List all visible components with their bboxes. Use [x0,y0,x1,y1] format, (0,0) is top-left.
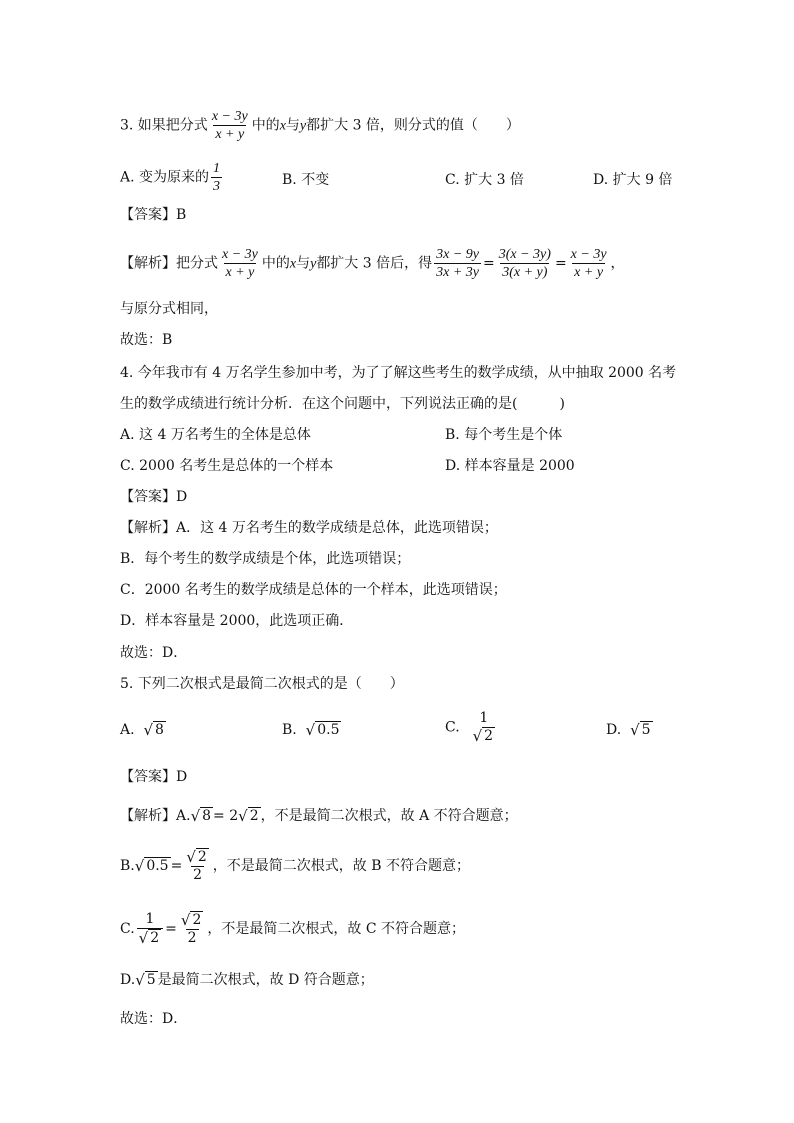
explanation-text: ，不是最简二次根式，故 C 不符合题意； [207,921,465,937]
fraction-numerator: 3x − 9y [436,247,479,262]
q5-explanation-d [120,970,374,990]
radicand: 2 [197,849,207,865]
sqrt-symbol: √ 2 [180,911,202,929]
equals-text: = 2 [213,808,239,824]
fraction-numerator: x − 3y [222,247,258,262]
radicand: 0.5 [317,722,340,738]
q5-choice: 故选：D． [120,1011,188,1027]
fraction-denominator: x + y [225,265,255,280]
q4-option-d: D. 样本容量是 2000 [445,458,575,474]
fraction-denominator: x + y [574,265,604,280]
q3-explanation [120,246,625,281]
explanation-text: D. [120,972,136,988]
fraction-numerator: x − 3y [570,247,607,262]
q3-option-c: C. 扩大 3 倍 [445,172,524,188]
radicand: 2 [249,808,259,824]
q3-choice: 故选：B [120,332,173,348]
exp-fraction-3 [569,246,609,281]
q3-option-a [120,160,224,195]
q4-explanation-4: D．样本容量是 2000，此选项正确． [120,613,354,629]
sqrt-symbol: √ 0.5 [134,857,169,875]
explanation-text: C. [120,921,135,937]
sqrt-symbol: √ 2 [186,848,207,866]
fraction-denominator: 3x + 3y [436,265,479,280]
equals-sign: = [170,858,183,874]
variable-y: y [299,118,307,134]
q5-explanation-a [120,806,518,826]
fraction-denominator: 3 [213,179,221,194]
radicand: 8 [155,722,164,738]
fraction-numerator: x − 3y [211,109,248,124]
q4-option-a: A. 这 4 万名考生的全体是总体 [120,427,311,443]
equals-sign: = [483,255,495,272]
variable-x: x [279,118,286,134]
q5-explanation-c [120,911,465,947]
q3-explanation-line2: 与原分式相同， [120,301,218,317]
fraction-denominator [137,928,163,947]
exp-c-fraction-1 [137,911,163,947]
q4-explanation-3: C．2000 名考生的数学成绩是总体的一个样本，此选项错误； [120,582,507,598]
explanation-text: ，不是最简二次根式，故 A 不符合题意； [260,808,518,824]
q5-explanation-b [120,848,470,884]
fraction-numerator: 1 [479,710,489,726]
q4-option-b: B. 每个考生是个体 [445,427,563,443]
q5-answer: 【答案】D [120,769,188,785]
fraction-denominator [471,727,497,745]
option-label: A. [120,722,135,738]
sqrt-symbol: √ 2 [138,929,160,947]
radicand: 2 [192,912,202,928]
sqrt-symbol: √ 5 [630,721,651,739]
fraction-denominator: x + y [215,127,245,142]
sqrt-symbol: √ 8 [190,807,212,825]
explanation-text: B. [120,858,135,874]
radicand: 2 [484,728,494,744]
fraction-numerator: 3(x − 3y) [498,247,551,262]
q5-option-c [445,710,499,745]
q5-option-d [606,720,653,740]
equals-sign: = [554,255,567,272]
sqrt-symbol: √ 8 [143,721,164,739]
option-label: B. [282,722,297,738]
option-label: C. [445,719,460,736]
option-label: D. [606,722,622,738]
q3-stem-text: 与 [285,117,300,134]
q3-option-b: B. 不变 [282,172,330,188]
explanation-text: 中的 [261,255,290,272]
q3-stem-text: 都扩大 3 倍，则分式的值（ ） [306,117,520,134]
explanation-text: 【解析】A. [120,808,191,824]
q5-option-b [282,720,341,740]
fraction-numerator [179,911,205,929]
q3-stem-text: 中的 [251,117,280,134]
option-label: A. 变为原来的 [120,169,210,186]
explanation-text: ，不是最简二次根式，故 B 不符合题意； [212,858,470,874]
radicand: 0.5 [146,858,169,874]
q4-option-c: C. 2000 名考生是总体的一个样本 [120,458,334,474]
q3-fraction [210,108,250,143]
fraction-denominator: 2 [187,930,197,946]
fraction-numerator: 1 [145,911,155,927]
q4-stem-line1: 4. 今年我市有 4 万名学生参加中考，为了了解这些考生的数学成绩，从中抽取 2000 名考 [120,365,677,381]
radicand: 8 [202,808,212,824]
sqrt-symbol: √ 0.5 [305,721,340,739]
radicand: 2 [150,930,160,946]
q3-stem-text: 3. 如果把分式 [120,117,208,134]
option-c-fraction [471,710,497,745]
q4-choice: 故选：D． [120,645,188,661]
q5-stem: 5. 下列二次根式是最简二次根式的是（ ） [120,676,404,692]
explanation-text: 与 [296,255,311,272]
explanation-text: 是最简二次根式，故 D 符合题意； [157,972,374,988]
explanation-text: 都扩大 3 倍后，得 [316,255,433,272]
fraction-numerator [184,848,210,866]
variable-y: y [310,256,317,272]
q4-explanation-1: 【解析】A．这 4 万名考生的数学成绩是总体，此选项错误； [120,520,498,536]
q5-option-a [120,720,166,740]
exp-fraction-2 [497,246,553,281]
equals-sign: = [165,921,177,937]
exp-fraction-1 [434,246,481,281]
q3-stem [120,108,520,143]
q4-answer: 【答案】D [120,489,188,505]
exp-b-fraction [184,848,210,884]
exp-fraction [220,246,260,281]
fraction-numerator: 1 [213,161,221,176]
q3-option-d: D. 扩大 9 倍 [593,172,673,188]
radicand: 5 [146,972,156,988]
q3-answer: 【答案】B [120,207,187,223]
radicand: 5 [641,722,651,738]
fraction-denominator: 2 [193,867,203,883]
sqrt-symbol: √ 2 [472,727,494,745]
option-a-fraction [211,160,222,195]
q4-explanation-2: B．每个考生的数学成绩是个体，此选项错误； [120,551,411,567]
q4-stem-line2: 生的数学成绩进行统计分析．在这个问题中，下列说法正确的是( ) [120,396,565,412]
sqrt-symbol: √ 2 [238,807,259,825]
variable-x: x [289,256,297,272]
sqrt-symbol: √ 5 [135,971,156,989]
explanation-text: 【解析】把分式 [120,255,218,272]
exp-c-fraction-2 [179,911,205,947]
comma: ， [610,255,625,272]
fraction-denominator: 3(x + y) [502,265,548,280]
